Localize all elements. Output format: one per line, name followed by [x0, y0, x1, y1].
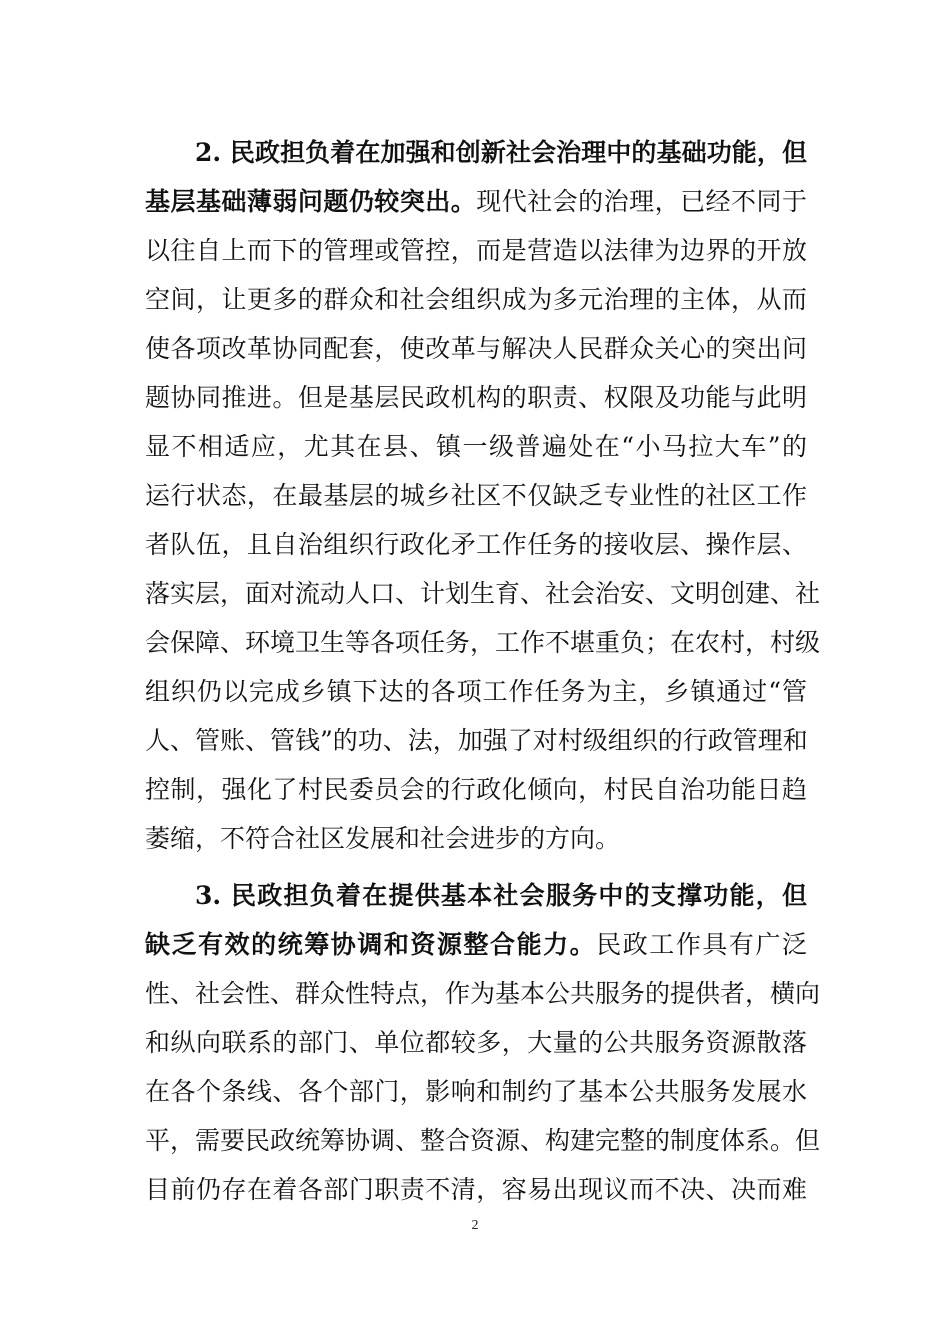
text-line	[145, 1070, 807, 1114]
text-line	[145, 376, 807, 420]
body-text: 民政工作具有广泛	[596, 930, 807, 959]
body-text: 显不相适应，尤其在县、镇一级普遍处在“小马拉大车”的	[145, 432, 807, 461]
text-line	[145, 180, 807, 224]
page-number: 2	[471, 1218, 479, 1233]
text-line	[145, 1021, 807, 1065]
text-line	[145, 1168, 807, 1212]
text-line	[145, 425, 807, 469]
body-text: 性、社会性、群众性特点，作为基本公共服务的提供者，横向	[145, 979, 821, 1008]
body-text: 在各个条线、各个部门，影响和制约了基本公共服务发展水	[145, 1077, 807, 1106]
body-text: 使各项改革协同配套，使改革与解决人民群众关心的突出问	[145, 334, 807, 363]
bold-heading-text: 缺乏有效的统筹协调和资源整合能力。	[145, 930, 597, 959]
body-text: 平，需要民政统筹协调、整合资源、构建完整的制度体系。但	[145, 1126, 821, 1155]
body-text: 控制，强化了村民委员会的行政化倾向，村民自治功能日趋	[145, 775, 807, 804]
text-line	[145, 278, 807, 322]
body-text: 落实层，面对流动人口、计划生育、社会治安、文明创建、社	[145, 579, 821, 608]
text-line	[145, 719, 807, 763]
body-text: 萎缩，不符合社区发展和社会进步的方向。	[145, 824, 621, 853]
text-line	[145, 1119, 821, 1163]
text-line	[145, 474, 807, 518]
text-line	[145, 327, 807, 371]
text-line	[145, 621, 821, 665]
bold-heading-text: 基层基础薄弱问题仍较突出。	[145, 187, 477, 216]
text-line	[195, 874, 807, 918]
text-line	[195, 131, 807, 175]
body-text: 空间，让更多的群众和社会组织成为多元治理的主体，从而	[145, 285, 807, 314]
body-text: 以往自上而下的管理或管控，而是营造以法律为边界的开放	[145, 236, 807, 265]
body-text: 目前仍存在着各部门职责不清，容易出现议而不决、决而难	[145, 1175, 807, 1204]
body-text: 和纵向联系的部门、单位都较多，大量的公共服务资源散落	[145, 1028, 807, 1057]
body-text: 者队伍，且自治组织行政化矛工作任务的接收层、操作层、	[145, 530, 807, 559]
body-text: 人、管账、管钱”的功、法，加强了对村级组织的行政管理和	[145, 726, 808, 755]
text-line	[145, 768, 807, 812]
bold-heading-text: 3. 民政担负着在提供基本社会服务中的支撑功能，但	[195, 881, 807, 910]
body-text: 现代社会的治理，已经不同于	[476, 187, 807, 216]
bold-heading-text: 2. 民政担负着在加强和创新社会治理中的基础功能，但	[195, 138, 807, 167]
body-text: 运行状态，在最基层的城乡社区不仅缺乏专业性的社区工作	[145, 481, 807, 510]
text-line	[145, 817, 807, 861]
text-line	[145, 972, 821, 1016]
text-line	[145, 572, 821, 616]
text-line	[145, 670, 807, 714]
body-text: 组织仍以完成乡镇下达的各项工作任务为主，乡镇通过“管	[145, 677, 807, 706]
text-line	[145, 523, 807, 567]
body-text: 会保障、环境卫生等各项任务，工作不堪重负；在农村，村级	[145, 628, 821, 657]
body-text: 题协同推进。但是基层民政机构的职责、权限及功能与此明	[145, 383, 807, 412]
text-line	[145, 229, 807, 273]
text-line	[145, 923, 807, 967]
